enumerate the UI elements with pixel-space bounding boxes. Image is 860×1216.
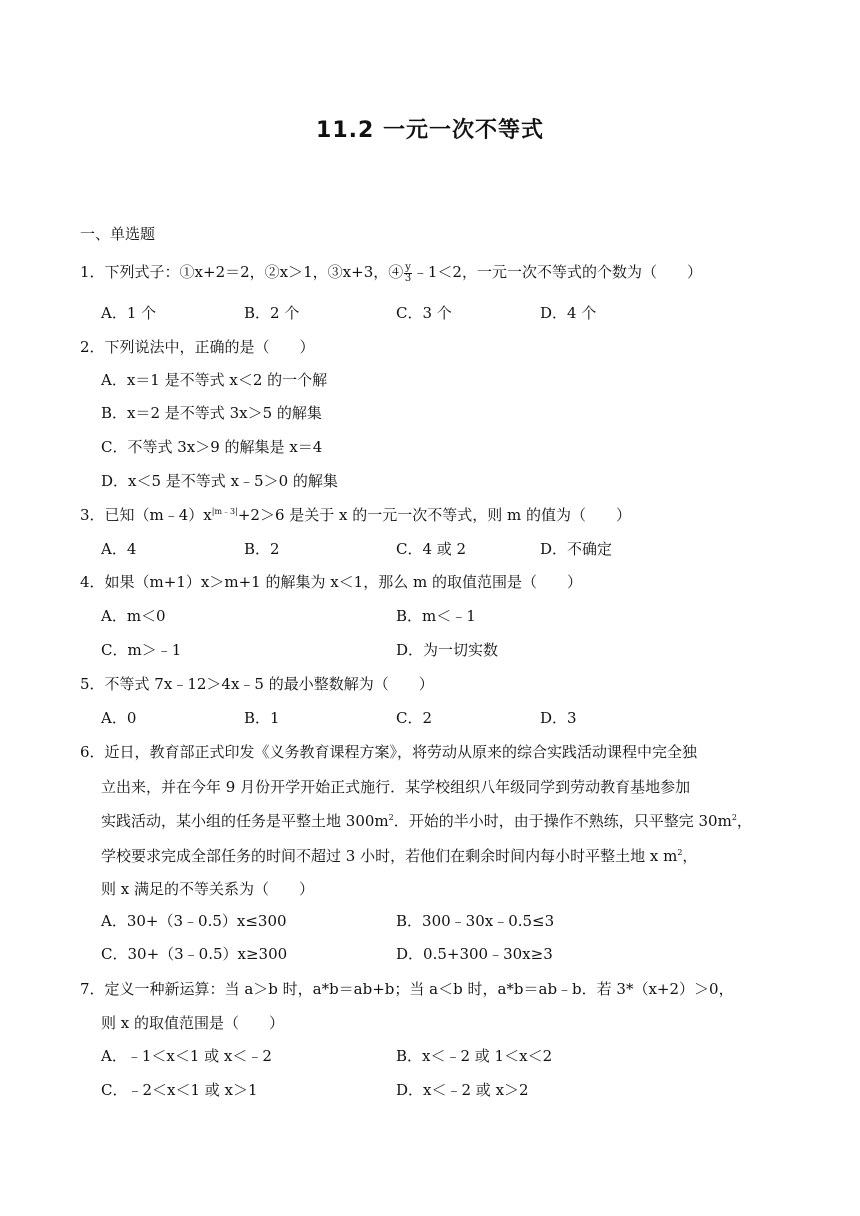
q1-option-c: C．3 个 — [396, 304, 452, 322]
q1-frac-den: 3 — [404, 272, 412, 284]
q1-prefix: 1．下列式子：①x+2＝2，②x＞1，③x+3，④ — [80, 263, 404, 281]
q6-line-3c: ， — [736, 812, 752, 830]
q5-option-a: A．0 — [101, 709, 137, 727]
q4-option-d: D．为一切实数 — [396, 641, 499, 659]
question-3-stem — [80, 504, 631, 526]
q5-option-d: D．3 — [540, 709, 577, 727]
q6-option-c: C．30+（3﹣0.5）x≥300 — [101, 945, 288, 963]
q2-option-c: C．不等式 3x＞9 的解集是 x＝4 — [101, 438, 323, 456]
question-6-line-5: 则 x 满足的不等关系为（ ） — [101, 880, 314, 898]
q2-option-d: D．x＜5 是不等式 x﹣5＞0 的解集 — [101, 472, 338, 490]
q7-option-d: D．x＜﹣2 或 x＞2 — [396, 1081, 529, 1099]
q6-square-mark-2: 2 — [731, 813, 737, 822]
q1-suffix: ﹣1＜2，一元一次不等式的个数为（ ） — [412, 263, 702, 281]
q4-option-c: C．m＞﹣1 — [101, 641, 182, 659]
q6-line-4a: 学校要求完成全部任务的时间不超过 3 小时，若他们在剩余时间内每小时平整土地 x m — [101, 847, 678, 865]
q6-option-a: A．30+（3﹣0.5）x≤300 — [101, 912, 287, 930]
q6-option-d: D．0.5+300﹣30x≥3 — [396, 945, 553, 963]
q6-square-mark-3: 2 — [677, 848, 683, 857]
question-6-line-3 — [101, 810, 752, 832]
q5-option-b: B．1 — [244, 709, 280, 727]
q6-line-3a: 实践活动，某小组的任务是平整土地 300m — [101, 812, 389, 830]
q7-option-a: A．﹣1＜x＜1 或 x＜﹣2 — [101, 1047, 272, 1065]
question-4-stem: 4．如果（m+1）x＞m+1 的解集为 x＜1，那么 m 的取值范围是（ ） — [80, 573, 582, 591]
q1-option-b: B．2 个 — [244, 304, 300, 322]
q3-exponent: |m﹣3| — [211, 507, 238, 516]
q3-option-a: A．4 — [101, 540, 137, 558]
page-title: 11.2 一元一次不等式 — [316, 118, 544, 143]
q1-option-a: A．1 个 — [101, 304, 157, 322]
question-1-stem — [80, 261, 702, 284]
q1-fraction — [404, 263, 412, 284]
question-6-line-2: 立出来，并在今年 9 月份开学开始正式施行．某学校组织八年级同学到劳动教育基地参加 — [101, 778, 691, 796]
q3-option-b: B．2 — [244, 540, 280, 558]
question-7-line-1: 7．定义一种新运算：当 a＞b 时，a*b＝ab+b；当 a＜b 时，a*b＝ab﹣b．若 3*（x+2）＞0， — [80, 980, 734, 998]
q3-option-c: C．4 或 2 — [396, 540, 467, 558]
q1-option-d: D．4 个 — [540, 304, 597, 322]
q6-line-4b: ， — [682, 847, 698, 865]
q4-option-b: B．m＜﹣1 — [396, 607, 476, 625]
q2-option-a: A．x＝1 是不等式 x＜2 的一个解 — [101, 371, 328, 389]
q6-option-b: B．300﹣30x﹣0.5≤3 — [396, 912, 555, 930]
q6-line-3b: ．开始的半小时，由于操作不熟练，只平整完 30m — [393, 812, 732, 830]
question-2-stem: 2．下列说法中，正确的是（ ） — [80, 338, 315, 356]
q7-option-b: B．x＜﹣2 或 1＜x＜2 — [396, 1047, 553, 1065]
q3-suffix: +2＞6 是关于 x 的一元一次不等式，则 m 的值为（ ） — [237, 506, 632, 524]
q7-option-c: C．﹣2＜x＜1 或 x＞1 — [101, 1081, 258, 1099]
q4-option-a: A．m＜0 — [101, 607, 166, 625]
q3-option-d: D．不确定 — [540, 540, 613, 558]
q5-option-c: C．2 — [396, 709, 433, 727]
section-heading: 一、单选题 — [80, 225, 156, 243]
q2-option-b: B．x＝2 是不等式 3x＞5 的解集 — [101, 404, 322, 422]
q6-square-mark-1: 2 — [388, 813, 394, 822]
question-6-line-4 — [101, 845, 697, 867]
question-6-line-1: 6．近日，教育部正式印发《义务教育课程方案》，将劳动从原来的综合实践活动课程中完全独 — [80, 743, 698, 761]
question-7-line-2: 则 x 的取值范围是（ ） — [101, 1014, 284, 1032]
q3-prefix: 3．已知（m﹣4）x — [80, 506, 212, 524]
question-5-stem: 5．不等式 7x﹣12＞4x﹣5 的最小整数解为（ ） — [80, 675, 434, 693]
q1-frac-num: y — [405, 261, 411, 273]
